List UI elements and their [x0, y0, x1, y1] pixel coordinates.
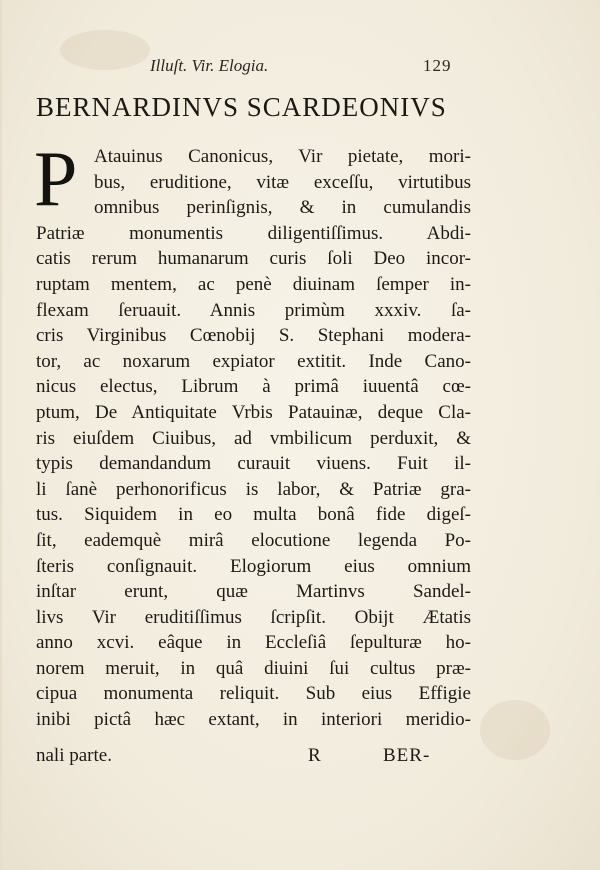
text-line: ris eiuſdem Ciuibus, ad vmbilicum perduxit, & — [36, 427, 471, 449]
page-title: BERNARDINVS SCARDEONIVS — [36, 92, 447, 122]
text-line: catis rerum humanarum curis ſoli Deo incor- — [36, 248, 471, 270]
text-line: nicus electus, Librum à primâ iuuentâ cœ- — [36, 376, 471, 398]
text-line: omnibus perinſignis, & in cumulandis — [94, 197, 471, 219]
catchword: BER- — [383, 745, 431, 766]
text-line: Patriæ monumentis diligentiſſimus. Abdi- — [36, 222, 471, 244]
text-line: flexam ſeruauit. Annis primùm xxxiv. ſa- — [36, 299, 471, 321]
drop-cap: P — [34, 135, 78, 222]
text-line: cipua monumenta reliquit. Sub eius Effigie — [36, 683, 471, 705]
text-line: bus, eruditione, vitæ exceſſu, virtutibus — [94, 171, 471, 193]
text-line: li ſanè perhonorificus is labor, & Patriæ gra- — [36, 478, 471, 500]
paper-stain — [480, 700, 550, 760]
text-line: ſteris conſignauit. Elogiorum eius omnium — [36, 555, 471, 577]
text-line: tus. Siquidem in eo multa bonâ fide digeſ- — [36, 504, 471, 526]
text-line: anno xcvi. eâque in Eccleſiâ ſepulturæ ho- — [36, 632, 471, 654]
text-line: Atauinus Canonicus, Vir pietate, mori- — [94, 146, 471, 167]
text-line: ruptam mentem, ac penè diuinam ſemper in- — [36, 273, 471, 295]
text-line: ptum, De Antiquitate Vrbis Patauinæ, deque Cla- — [36, 401, 471, 423]
text-line: inibi pictâ hæc extant, in interiori meridio- — [36, 709, 471, 731]
body-text — [36, 144, 471, 733]
page-number: 129 — [423, 56, 452, 75]
running-head: Illuſt. Vir. Elogia. — [150, 56, 269, 75]
page-left-edge — [0, 0, 2, 870]
paper-stain — [60, 30, 150, 70]
text-line: norem meruit, in quâ diuini ſui cultus præ- — [36, 657, 471, 679]
signature-mark: R — [308, 745, 321, 766]
text-line: inſtar erunt, quæ Martinvs Sandel- — [36, 581, 471, 603]
text-line: ſit, eademquè mirâ elocutione legenda Po- — [36, 529, 471, 551]
text-line: livs Vir eruditiſſimus ſcripſit. Obijt Ætatis — [36, 606, 471, 628]
text-line: cris Virginibus Cœnobij S. Stephani modera- — [36, 325, 471, 347]
last-text-line: nali parte. — [36, 745, 112, 766]
text-line: typis demandandum curauit viuens. Fuit il- — [36, 453, 471, 475]
text-line: tor, ac noxarum expiator extitit. Inde Cano- — [36, 350, 471, 372]
